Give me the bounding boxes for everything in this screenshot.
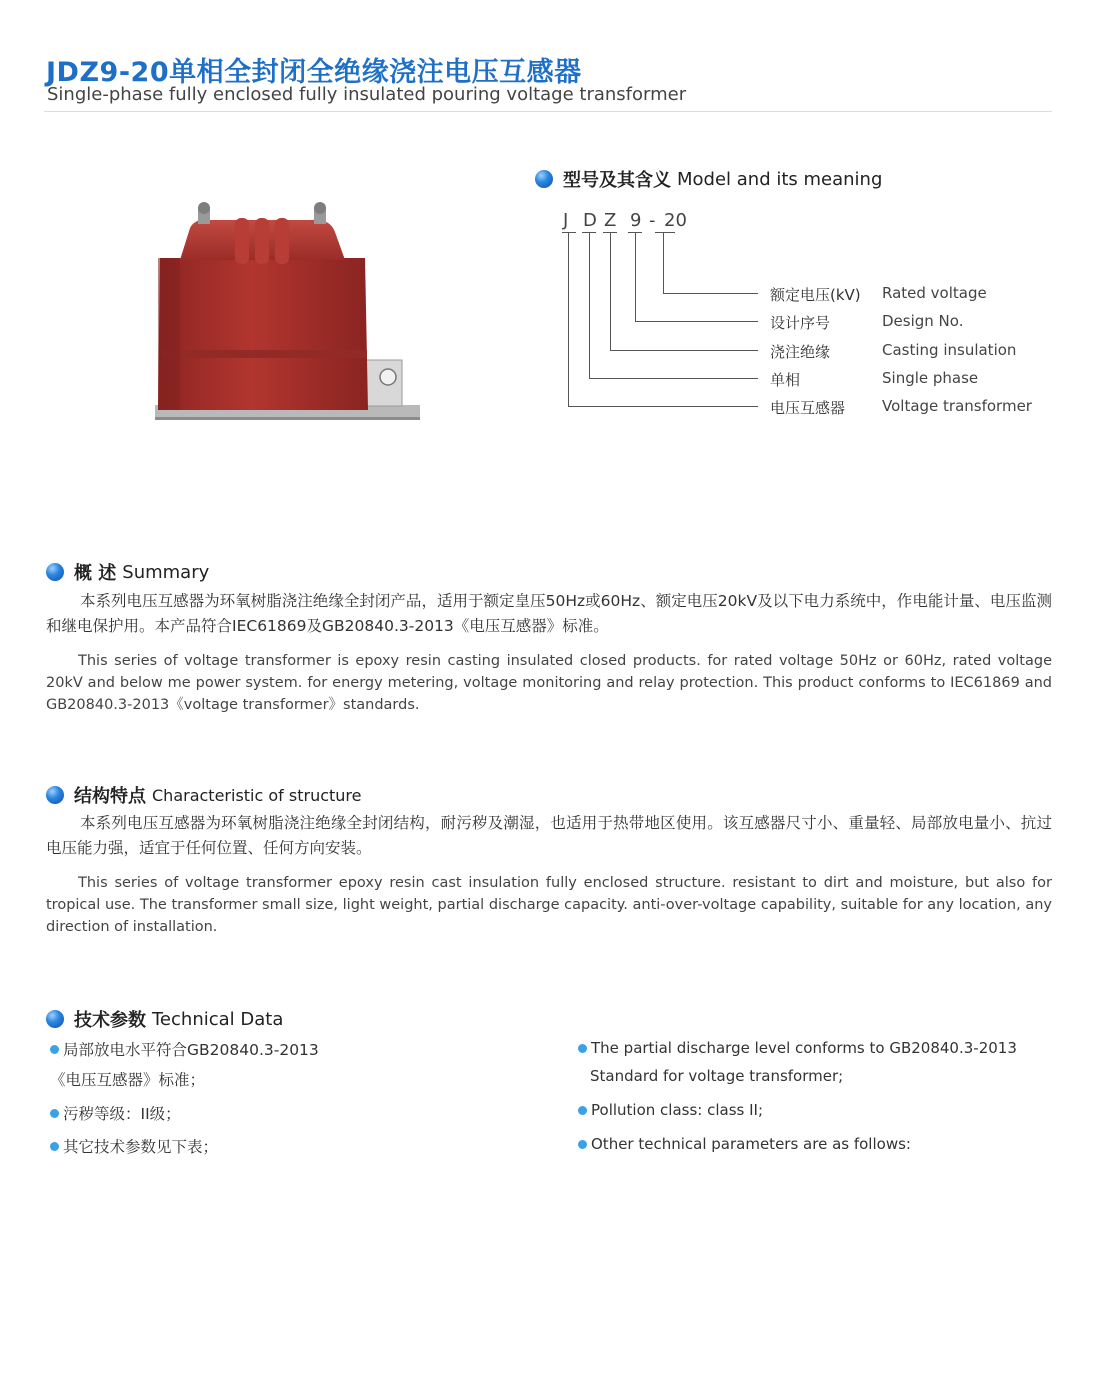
connector-h-9 [635, 321, 758, 322]
sphere-bullet-icon [535, 170, 553, 188]
connector-v-j [568, 233, 569, 406]
meaning-en-design-no: Design No. [882, 312, 964, 330]
code-letter-20: 20 [664, 210, 687, 231]
rib-3 [275, 218, 289, 264]
model-heading-cn: 型号及其含义 [563, 170, 671, 191]
tech-item-en-1-text: The partial discharge level conforms to GB20840.3-2013 [591, 1039, 1017, 1057]
terminal-left-cap [198, 202, 210, 214]
tick-j [562, 232, 576, 233]
product-photo [150, 200, 425, 430]
body-shade-left [158, 258, 180, 410]
body-lower [158, 258, 368, 410]
tech-item-en-2-text: Pollution class: class II; [591, 1101, 763, 1119]
rib-2 [255, 218, 269, 264]
code-letter-d: D [583, 210, 597, 231]
technical-heading-en: Technical Data [152, 1008, 284, 1030]
meaning-en-casting-insulation: Casting insulation [882, 341, 1017, 359]
tick-20 [655, 232, 675, 233]
body-band [162, 350, 367, 358]
dot-bullet-icon [578, 1044, 587, 1053]
connector-h-j [568, 406, 758, 407]
meaning-en-single-phase: Single phase [882, 369, 979, 387]
connector-v-20 [663, 233, 664, 293]
tech-item-en-1-cont: Standard for voltage transformer; [590, 1067, 844, 1085]
structure-heading-cn: 结构特点 [74, 786, 146, 807]
structure-text-en: This series of voltage transformer epoxy resin cast insulation fully enclosed structure. resistant to dirt and moisture, but also for tropical use. The transformer small size, light weight, partial discharge capacity. anti-over-voltage capability, suitable for any location, any direction of installation. [46, 875, 1052, 935]
tech-item-cn-3-text: 其它技术参数见下表； [63, 1138, 219, 1156]
structure-heading [46, 782, 362, 808]
code-letter-j: J [563, 210, 569, 231]
dot-bullet-icon [50, 1045, 59, 1054]
connector-v-z [610, 233, 611, 350]
base-plate-shadow [155, 417, 420, 420]
code-letter-dash: - [649, 210, 656, 231]
connector-v-9 [635, 233, 636, 321]
tech-item-cn-1 [50, 1038, 319, 1060]
connector-h-20 [663, 293, 758, 294]
terminal-knob [380, 369, 396, 385]
page-title: JDZ9-20单相全封闭全绝缘浇注电压互感器 [46, 57, 582, 88]
dot-bullet-icon [50, 1142, 59, 1151]
meaning-cn-voltage-transformer: 电压互感器 [770, 399, 846, 417]
tech-item-en-3 [578, 1135, 911, 1153]
summary-heading-cn: 概 述 [74, 563, 117, 584]
dot-bullet-icon [50, 1109, 59, 1118]
rib-1 [235, 218, 249, 264]
tech-item-cn-2-text: 污秽等级：II级； [63, 1105, 181, 1123]
meaning-en-voltage-transformer: Voltage transformer [882, 397, 1032, 415]
meaning-cn-rated-voltage: 额定电压(kV) [770, 286, 861, 304]
meaning-en-rated-voltage: Rated voltage [882, 284, 987, 302]
meaning-cn-casting-insulation: 浇注绝缘 [770, 343, 831, 361]
structure-heading-en: Characteristic of structure [152, 785, 362, 805]
sphere-bullet-icon [46, 786, 64, 804]
tech-item-cn-1-cont: 《电压互感器》标准； [50, 1071, 206, 1089]
meaning-cn-single-phase: 单相 [770, 371, 801, 389]
code-letter-9: 9 [630, 210, 642, 231]
title-divider [44, 111, 1052, 112]
sphere-bullet-icon [46, 563, 64, 581]
sphere-bullet-icon [46, 1010, 64, 1028]
connector-h-z [610, 350, 758, 351]
summary-text-en: This series of voltage transformer is epoxy resin casting insulated closed products. for rated voltage 50Hz or 60Hz, rated voltage 20kV and below me power system. for energy metering, voltage monitoring and relay protection. This product conforms to IEC61869 and GB20840.3-2013《voltage transformer》standards. [46, 653, 1052, 713]
code-letter-z: Z [604, 210, 617, 231]
structure-text-cn: 本系列电压互感器为环氧树脂浇注绝缘全封闭结构，耐污秽及潮湿，也适用于热带地区使用。该互感器尺寸小、重量轻、局部放电量小、抗过电压能力强，适宜于任何位置、任何方向安装。 [46, 814, 1052, 857]
tech-item-cn-2 [50, 1102, 181, 1124]
tech-item-en-1 [578, 1039, 1017, 1057]
page-subtitle: Single-phase fully enclosed fully insulated pouring voltage transformer [47, 84, 687, 105]
tech-item-cn-3 [50, 1135, 218, 1157]
terminal-right-cap [314, 202, 326, 214]
tech-item-en-2 [578, 1101, 763, 1119]
tech-item-cn-1-text: 局部放电水平符合GB20840.3-2013 [63, 1041, 319, 1059]
tech-item-en-3-text: Other technical parameters are as follows: [591, 1135, 911, 1153]
meaning-cn-design-no: 设计序号 [770, 314, 831, 332]
technical-heading-cn: 技术参数 [74, 1010, 146, 1031]
model-heading [535, 166, 882, 192]
connector-h-d [589, 378, 758, 379]
model-heading-en: Model and its meaning [677, 168, 883, 190]
summary-text-cn: 本系列电压互感器为环氧树脂浇注绝缘全封闭产品，适用于额定皇压50Hz或60Hz、额定电压20kV及以下电力系统中，作电能计量、电压监测和继电保护用。本产品符合IEC61869及GB20840.3-2013《电压互感器》标准。 [46, 592, 1052, 635]
summary-heading-en: Summary [122, 561, 210, 583]
connector-v-d [589, 233, 590, 378]
technical-heading [46, 1006, 283, 1032]
dot-bullet-icon [578, 1106, 587, 1115]
dot-bullet-icon [578, 1140, 587, 1149]
summary-heading [46, 559, 209, 585]
